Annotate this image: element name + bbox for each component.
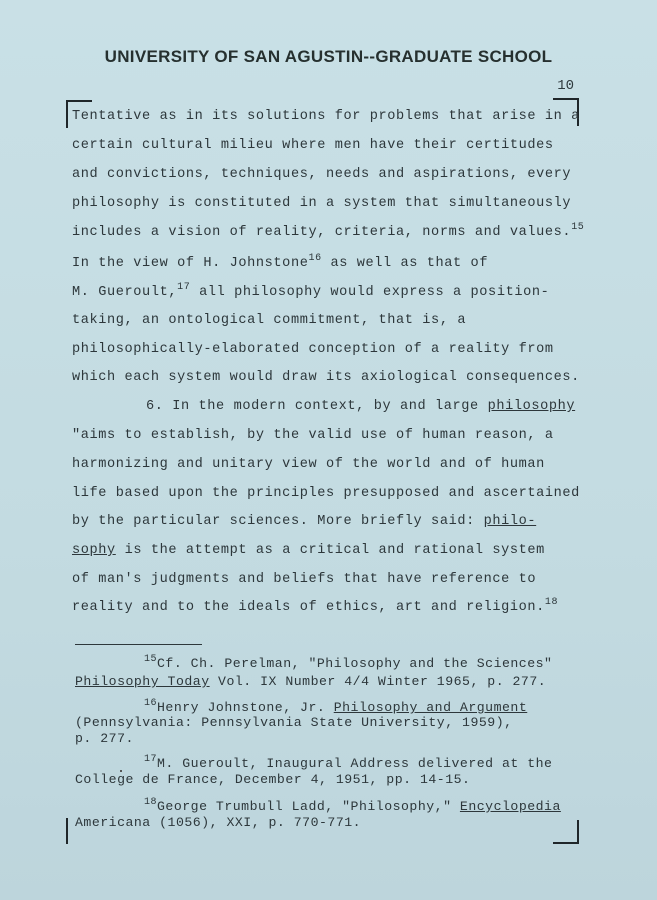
underlined-term: sophy xyxy=(72,543,116,558)
text-line xyxy=(146,399,575,414)
text-line: which each system would draw its axiological consequences. xyxy=(72,370,580,385)
footnote-line: College de France, December 4, 1951, pp. 14-15. xyxy=(75,772,471,787)
footnote-title: Philosophy and Argument xyxy=(333,700,528,715)
text-line xyxy=(72,282,550,300)
line-text: all philosophy would express a position- xyxy=(199,285,550,300)
footnote-mark: 18 xyxy=(144,797,158,808)
footnote-ref: 16 xyxy=(308,253,322,264)
footnote-line: p. 277. xyxy=(75,731,134,746)
footnote-line: (Pennsylvania: Pennsylvania State University, 1959), xyxy=(75,715,513,730)
footnote-mark: 16 xyxy=(144,698,158,709)
footnote-line xyxy=(144,700,527,715)
footnote-text: George Trumbull Ladd, "Philosophy," xyxy=(157,799,460,814)
corner-bracket-bottom-right xyxy=(553,820,579,844)
footnote-title: Encyclopedia xyxy=(459,799,561,814)
text-line: "aims to establish, by the valid use of human reason, a xyxy=(72,428,554,443)
footnote-ref: 15 xyxy=(571,222,585,233)
line-text: reality and to the ideals of ethics, art and religion. xyxy=(72,600,545,615)
footnote-mark: 15 xyxy=(144,654,158,665)
page-number: 10 xyxy=(557,78,574,94)
footnote-text: Henry Johnstone, Jr. xyxy=(157,700,334,715)
line-text: In the view of H. Johnstone xyxy=(72,256,309,271)
footnote-ref: 17 xyxy=(177,282,191,293)
text-line xyxy=(72,253,489,271)
text-line: philosophically-elaborated conception of a reality from xyxy=(72,342,554,357)
footnote-text: Vol. IX Number 4/4 Winter 1965, p. 277. xyxy=(209,674,547,689)
text-line xyxy=(72,514,536,529)
footnote-text: M. Gueroult, Inaugural Address delivered at the xyxy=(157,756,553,771)
footnote-line xyxy=(144,656,552,671)
underlined-term: philosophy xyxy=(487,399,576,414)
footnote-ref: 18 xyxy=(544,597,559,608)
text-line: life based upon the principles presupposed and ascertained xyxy=(72,486,580,501)
footnote-line: Americana (1056), XXI, p. 770-771. xyxy=(75,815,362,830)
footnote-mark: 17 xyxy=(144,754,158,765)
text-line: of man's judgments and beliefs that have reference to xyxy=(72,572,537,587)
footnote-title: Philosophy Today xyxy=(75,674,210,689)
line-text: as well as that of xyxy=(330,256,489,271)
text-line: philosophy is constituted in a system that simultaneously xyxy=(72,196,572,211)
footnote-line xyxy=(144,799,561,814)
text-line: Tentative as in its solutions for problems that arise in a xyxy=(72,109,580,124)
line-text: 6. In the modern context, by and large xyxy=(146,399,479,414)
text-line: harmonizing and unitary view of the world and of human xyxy=(72,457,545,472)
text-line xyxy=(72,222,585,240)
line-text: is the attempt as a critical and rational system xyxy=(124,543,545,558)
text-line: certain cultural milieu where men have their certitudes xyxy=(72,138,554,153)
footnote-separator xyxy=(75,644,202,645)
line-text: includes a vision of reality, criteria, norms and values. xyxy=(72,225,572,240)
text-line xyxy=(72,597,559,615)
text-line: and convictions, techniques, needs and aspirations, every xyxy=(72,167,572,182)
underlined-term: philo- xyxy=(483,514,537,529)
text-line: taking, an ontological commitment, that is, a xyxy=(72,313,467,328)
footnote-line xyxy=(144,756,552,771)
footnote-line xyxy=(75,674,546,689)
page-title: UNIVERSITY OF SAN AGUSTIN--GRADUATE SCHOOL xyxy=(104,47,553,66)
line-text: M. Gueroult, xyxy=(72,285,178,300)
text-line xyxy=(72,543,545,558)
line-text: by the particular sciences. More briefly said: xyxy=(72,514,475,529)
footnote-text: Cf. Ch. Perelman, "Philosophy and the Sciences" xyxy=(157,656,553,671)
